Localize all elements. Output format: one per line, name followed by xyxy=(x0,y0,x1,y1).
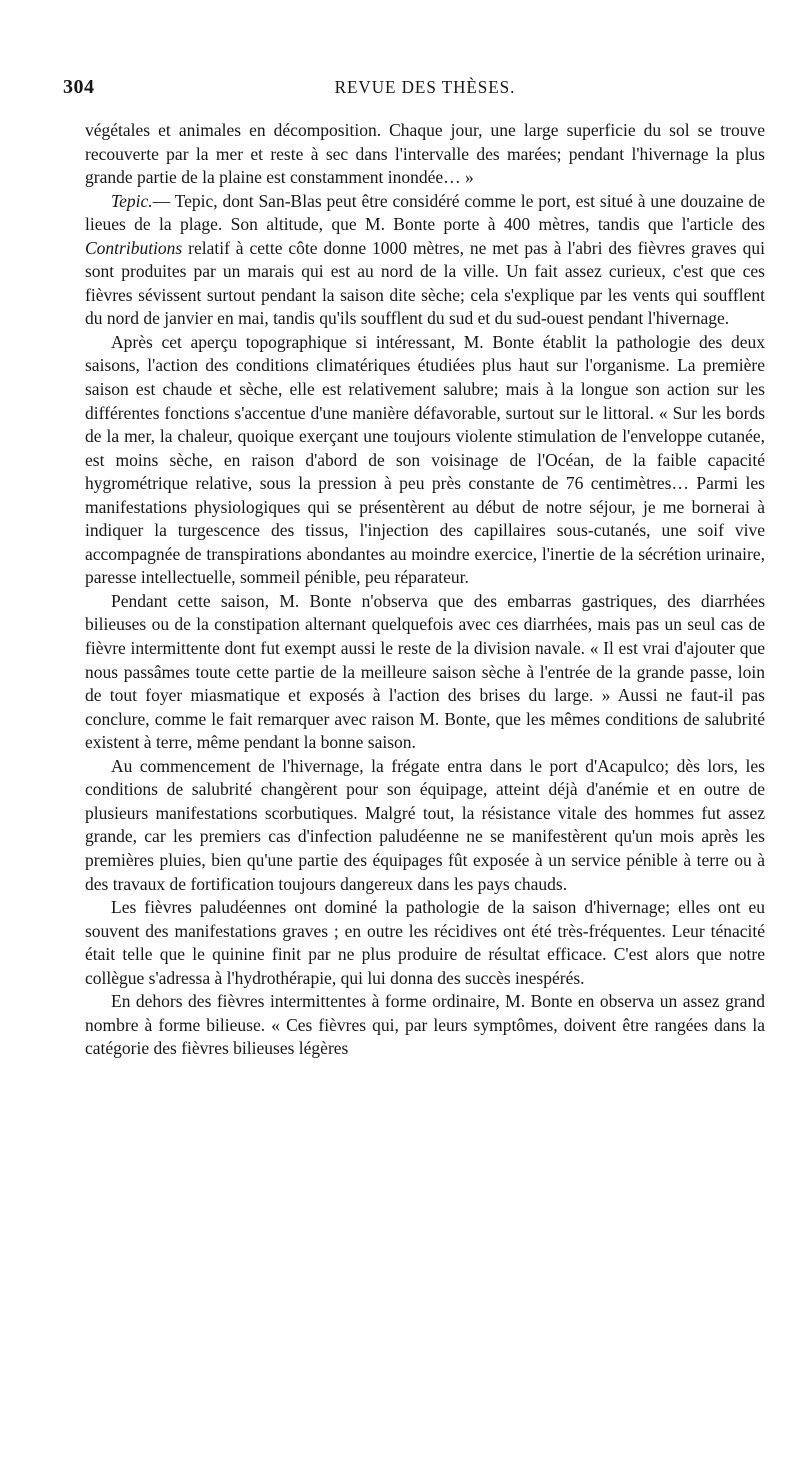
paragraph-dry-season: Pendant cette saison, M. Bonte n'observa que des embarras gastriques, des diarrhées bilieuses ou de la constipation alternant quelquefois avec ces diarrhées, mais pas un seul cas de fièvre intermittente dont fut exempt aussi le reste de la division navale. « Il est vrai d'ajouter que nous passâmes toute cette partie de la meilleure saison sèche à l'entrée de la grande passe, loin de tout foyer miasmatique et exposés à l'action des brises du large. » Aussi ne faut-il pas conclure, comme le fait remarquer avec raison M. Bonte, que les mêmes conditions de salubrité existent à terre, même pendant la bonne saison. xyxy=(85,590,765,753)
paragraph-fevers: Les fièvres paludéennes ont dominé la pathologie de la saison d'hivernage; elles ont eu souvent des manifestations graves ; en outre les récidives ont été très-fréquentes. Leur ténacité était telle que le quinine finit par ne plus produire de résultat efficace. C'est alors que notre collègue s'adressa à l'hydrothérapie, qui lui donna des succès inespérés. xyxy=(85,897,765,988)
contributions-reference: Contributions xyxy=(85,237,183,258)
paragraph-tepic-text-2: relatif à cette côte donne 1000 mètres, ne met pas à l'abri des fièvres graves qui sont produites par un marais qui est au nord de la ville. Un fait assez curieux, c'est que ces fièvres sévissent surtout pendant la saison dite sèche; cela s'explique par les vents qui soufflent du nord de janvier en mai, tandis qu'ils soufflent du sud et du sud-ouest pendant l'hivernage. xyxy=(85,237,765,329)
body-text xyxy=(85,119,765,1061)
paragraph-pathology: Après cet aperçu topographique si intéressant, M. Bonte établit la pathologie des deux saisons, l'action des conditions climatériques étudiées plus haut sur l'organisme. La première saison est chaude et sèche, elle est relativement salubre; mais à la longue son action sur les différentes fonctions s'accentue d'une manière défavorable, surtout sur le littoral. « Sur les bords de la mer, la chaleur, quoique exerçant une toujours violente stimulation de l'enveloppe cutanée, est moins sèche, en raison d'abord de son voisinage de l'Océan, de la faible capacité hygrométrique relative, sous la pression à peu près constante de 76 centimètres… Parmi les manifestations physiologiques qui se présentèrent au début de notre séjour, je me bornerai à indiquer la turgescence des tissus, l'injection des capillaires sous-cutanés, une soif vive accompagnée de transpirations abondantes au moindre exercice, l'inertie de la sécrétion urinaire, paresse intellectuelle, sommeil pénible, peu réparateur. xyxy=(85,331,765,588)
page-number: 304 xyxy=(63,76,95,98)
document-page xyxy=(63,72,765,1059)
paragraph-continuation: végétales et animales en décomposition. Chaque jour, une large superficie du sol se trouve recouverte par la mer et reste à sec dans l'intervalle des marées; pendant l'hivernage la plus grande partie de la plaine est constamment inondée… » xyxy=(85,120,765,188)
paragraph-bilious-fevers: En dehors des fièvres intermittentes à forme ordinaire, M. Bonte en observa un assez grand nombre à forme bilieuse. « Ces fièvres qui, par leurs symptômes, doivent être rangées dans la catégorie des fièvres bilieuses légères xyxy=(85,991,765,1059)
paragraph-tepic-text-1: — Tepic, dont San-Blas peut être considéré comme le port, est situé à une douzaine de lieues de la plage. Son altitude, que M. Bonte porte à 400 mètres, tandis que l'article des xyxy=(85,190,765,235)
page-header xyxy=(63,72,765,112)
section-lead-tepic: Tepic. xyxy=(111,190,153,211)
running-title: REVUE DES THÈSES. xyxy=(334,77,516,97)
paragraph-tepic xyxy=(85,190,765,331)
paragraph-hivernage: Au commencement de l'hivernage, la frégate entra dans le port d'Acapulco; dès lors, les conditions de salubrité changèrent pour son équipage, atteint déjà d'anémie et en outre de plusieurs manifestations scorbutiques. Malgré tout, la résistance vitale des hommes fut assez grande, car les premiers cas d'infection paludéenne ne se manifestèrent qu'un mois après les premières pluies, bien qu'une partie des équipages fût exposée à un service pénible à terre ou à des travaux de fortification toujours dangereux dans les pays chauds. xyxy=(85,755,765,894)
